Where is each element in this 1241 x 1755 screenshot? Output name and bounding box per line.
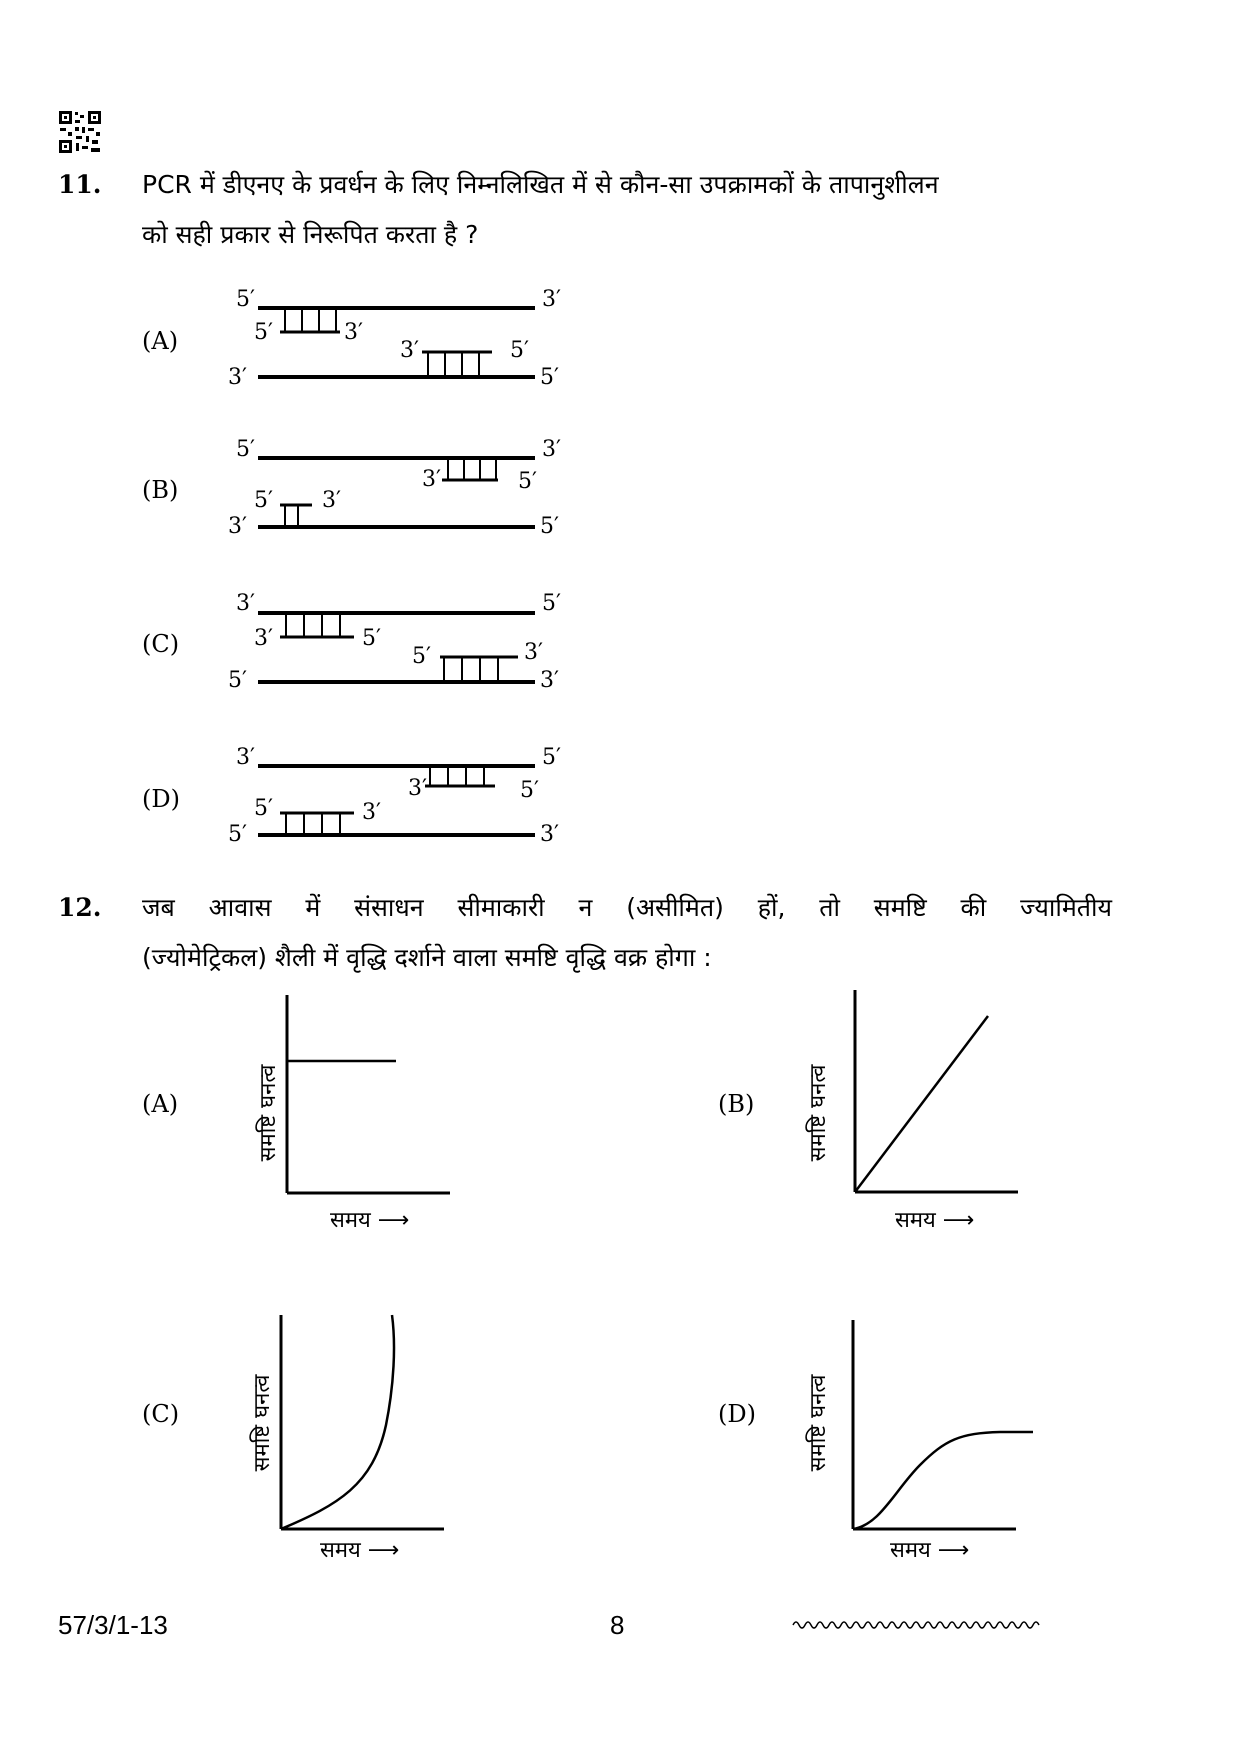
d-bot-right: 3′ (540, 822, 559, 847)
q11-text-line2: को सही प्रकार से निरूपित करता है ? (142, 220, 479, 249)
graph-d-xlabel: समय ⟶ (890, 1538, 970, 1563)
q11-option-a-label[interactable]: (A) (142, 327, 179, 355)
graph-d (850, 1320, 1040, 1532)
curve-exponential (281, 1315, 394, 1529)
page-number: 8 (610, 1610, 625, 1640)
a-bot-left: 3′ (228, 365, 247, 390)
a-p1-left: 5′ (254, 320, 273, 345)
b-p1-left: 3′ (422, 467, 441, 492)
a-p1-right: 3′ (344, 320, 363, 345)
graph-b (852, 990, 1022, 1202)
q12-text-line1: जब आवास में संसाधन सीमाकारी न (असीमित) हों, तो समष्टि की ज्यामितीय (142, 893, 1112, 922)
b-bot-right: 5′ (540, 514, 559, 539)
c-top-left: 3′ (236, 591, 255, 616)
a-top-left: 5′ (236, 287, 255, 312)
dna-diagram-c (230, 585, 550, 695)
b-top-right: 3′ (542, 437, 561, 462)
d-p2-left: 5′ (254, 796, 273, 821)
footer-code: 57/3/1-13 (58, 1610, 168, 1640)
a-bot-right: 5′ (540, 365, 559, 390)
d-top-left: 3′ (236, 745, 255, 770)
b-bot-left: 3′ (228, 514, 247, 539)
q12-option-c-label[interactable]: (C) (142, 1400, 180, 1428)
a-p2-right: 5′ (510, 338, 529, 363)
graph-b-ylabel: समष्टि घनत्व (806, 1064, 831, 1162)
q11-text-line1: PCR में डीएनए के प्रवर्धन के लिए निम्नलिखित में से कौन-सा उपक्रामकों के तापानुशीलन (142, 170, 939, 199)
q12-option-b-label[interactable]: (B) (718, 1090, 755, 1118)
a-p2-left: 3′ (400, 338, 419, 363)
b-p2-left: 5′ (254, 488, 273, 513)
b-top-left: 5′ (236, 437, 255, 462)
q11-option-b-label[interactable]: (B) (142, 476, 179, 504)
graph-b-xlabel: समय ⟶ (895, 1208, 975, 1233)
graph-a-xlabel: समय ⟶ (330, 1208, 410, 1233)
q12-number: 12. (58, 893, 102, 922)
q11-option-d-label[interactable]: (D) (142, 785, 180, 813)
graph-d-ylabel: समष्टि घनत्व (806, 1374, 831, 1472)
d-bot-left: 5′ (228, 822, 247, 847)
dna-diagram-a (230, 280, 550, 390)
c-bot-left: 5′ (228, 668, 247, 693)
wavy-line-decoration (793, 1618, 1043, 1632)
q12-option-a-label[interactable]: (A) (142, 1090, 179, 1118)
c-p2-right: 3′ (524, 640, 543, 665)
c-p1-right: 5′ (362, 626, 381, 651)
graph-c (278, 1315, 448, 1533)
c-bot-right: 3′ (540, 668, 559, 693)
b-p2-right: 3′ (322, 488, 341, 513)
graph-c-xlabel: समय ⟶ (320, 1538, 400, 1563)
q12-text-line2: (ज्योमेट्रिकल) शैली में वृद्धि दर्शाने वाला समष्टि वृद्धि वक्र होगा : (142, 943, 712, 972)
c-top-right: 5′ (542, 591, 561, 616)
d-p1-left: 3′ (408, 776, 427, 801)
curve-linear (855, 1016, 988, 1192)
c-p1-left: 3′ (254, 626, 273, 651)
c-p2-left: 5′ (412, 644, 431, 669)
qr-code-icon (58, 110, 102, 154)
dna-diagram-d (230, 738, 550, 848)
b-p1-right: 5′ (518, 469, 537, 494)
a-top-right: 3′ (542, 287, 561, 312)
dna-diagram-b (230, 430, 550, 540)
d-p2-right: 3′ (362, 800, 381, 825)
q12-option-d-label[interactable]: (D) (718, 1400, 756, 1428)
graph-a-ylabel: समष्टि घनत्व (256, 1064, 281, 1162)
q11-option-c-label[interactable]: (C) (142, 630, 180, 658)
curve-logistic (853, 1432, 1033, 1529)
d-top-right: 5′ (542, 745, 561, 770)
graph-a (284, 995, 454, 1205)
q11-number: 11. (58, 170, 102, 199)
graph-c-ylabel: समष्टि घनत्व (250, 1374, 275, 1472)
d-p1-right: 5′ (520, 778, 539, 803)
